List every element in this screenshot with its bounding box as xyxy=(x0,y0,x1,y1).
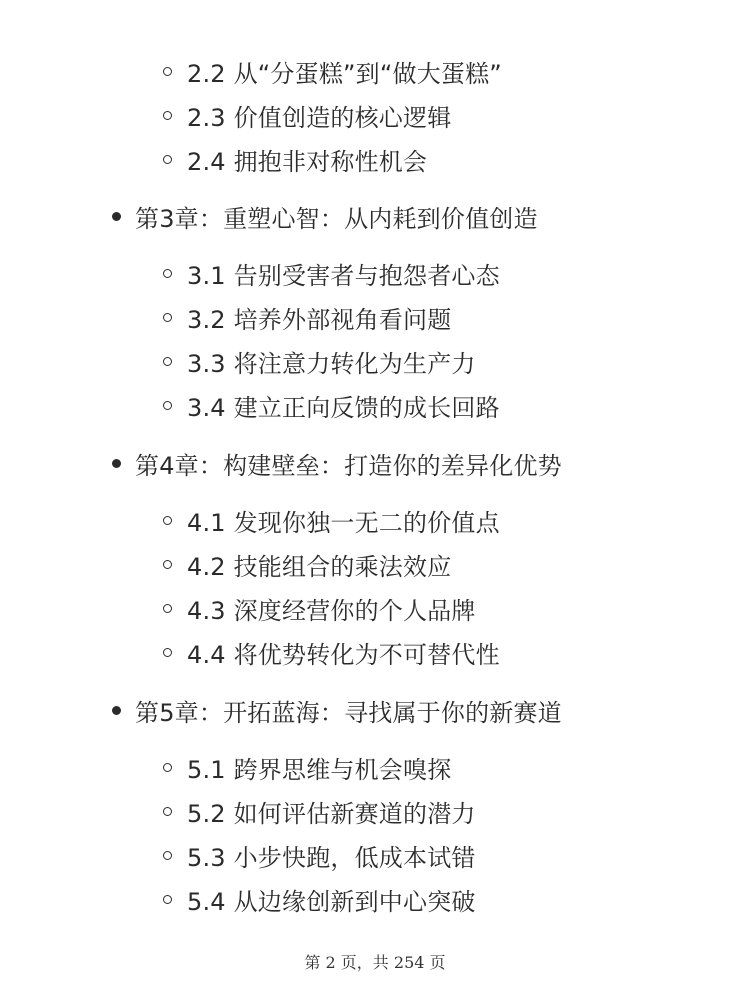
section-title: 2.2 从“分蛋糕”到“做大蛋糕” xyxy=(187,59,502,88)
toc-section-4-2 xyxy=(163,546,451,582)
circle-bullet-icon xyxy=(163,401,172,410)
circle-bullet-icon xyxy=(163,111,172,120)
disc-bullet-icon xyxy=(112,459,121,468)
circle-bullet-icon xyxy=(163,155,172,164)
page-number-footer: 第 2 页，共 254 页 xyxy=(304,953,446,972)
toc-section-2-3 xyxy=(163,97,451,133)
toc-section-2-2 xyxy=(163,53,502,89)
section-title: 4.3 深度经营你的个人品牌 xyxy=(187,596,476,625)
section-title: 5.1 跨界思维与机会嗅探 xyxy=(187,755,452,784)
section-title: 5.2 如何评估新赛道的潜力 xyxy=(187,799,476,828)
section-title: 5.4 从边缘创新到中心突破 xyxy=(187,887,476,916)
circle-bullet-icon xyxy=(163,313,172,322)
section-title: 4.1 发现你独一无二的价值点 xyxy=(187,508,500,537)
section-title: 2.3 价值创造的核心逻辑 xyxy=(187,103,452,132)
toc-section-5-4 xyxy=(163,881,476,917)
toc-section-4-1 xyxy=(163,502,500,538)
section-title: 3.1 告别受害者与抱怨者心态 xyxy=(187,261,500,290)
circle-bullet-icon xyxy=(163,851,172,860)
toc-section-3-4 xyxy=(163,387,500,423)
toc-section-4-3 xyxy=(163,590,476,626)
chapter-title: 第3章：重塑心智：从内耗到价值创造 xyxy=(135,204,538,233)
section-title: 5.3 小步快跑，低成本试错 xyxy=(187,843,476,872)
section-title: 4.4 将优势转化为不可替代性 xyxy=(187,640,500,669)
toc-chapter-4 xyxy=(112,445,562,481)
circle-bullet-icon xyxy=(163,269,172,278)
toc-section-3-1 xyxy=(163,255,500,291)
circle-bullet-icon xyxy=(163,357,172,366)
toc-section-2-4 xyxy=(163,141,427,177)
circle-bullet-icon xyxy=(163,560,172,569)
toc-section-3-3 xyxy=(163,343,476,379)
circle-bullet-icon xyxy=(163,67,172,76)
circle-bullet-icon xyxy=(163,895,172,904)
disc-bullet-icon xyxy=(112,706,121,715)
section-title: 3.3 将注意力转化为生产力 xyxy=(187,349,476,378)
circle-bullet-icon xyxy=(163,604,172,613)
toc-section-5-2 xyxy=(163,793,476,829)
circle-bullet-icon xyxy=(163,648,172,657)
circle-bullet-icon xyxy=(163,763,172,772)
circle-bullet-icon xyxy=(163,807,172,816)
toc-chapter-3 xyxy=(112,198,538,234)
section-title: 3.4 建立正向反馈的成长回路 xyxy=(187,393,500,422)
chapter-title: 第5章：开拓蓝海：寻找属于你的新赛道 xyxy=(135,698,562,727)
disc-bullet-icon xyxy=(112,212,121,221)
toc-section-3-2 xyxy=(163,299,451,335)
toc-chapter-5 xyxy=(112,692,562,728)
circle-bullet-icon xyxy=(163,516,172,525)
chapter-title: 第4章：构建壁垒：打造你的差异化优势 xyxy=(135,451,562,480)
toc-section-5-1 xyxy=(163,749,451,785)
section-title: 3.2 培养外部视角看问题 xyxy=(187,305,452,334)
toc-section-5-3 xyxy=(163,837,476,873)
section-title: 2.4 拥抱非对称性机会 xyxy=(187,147,428,176)
section-title: 4.2 技能组合的乘法效应 xyxy=(187,552,452,581)
toc-section-4-4 xyxy=(163,634,500,670)
